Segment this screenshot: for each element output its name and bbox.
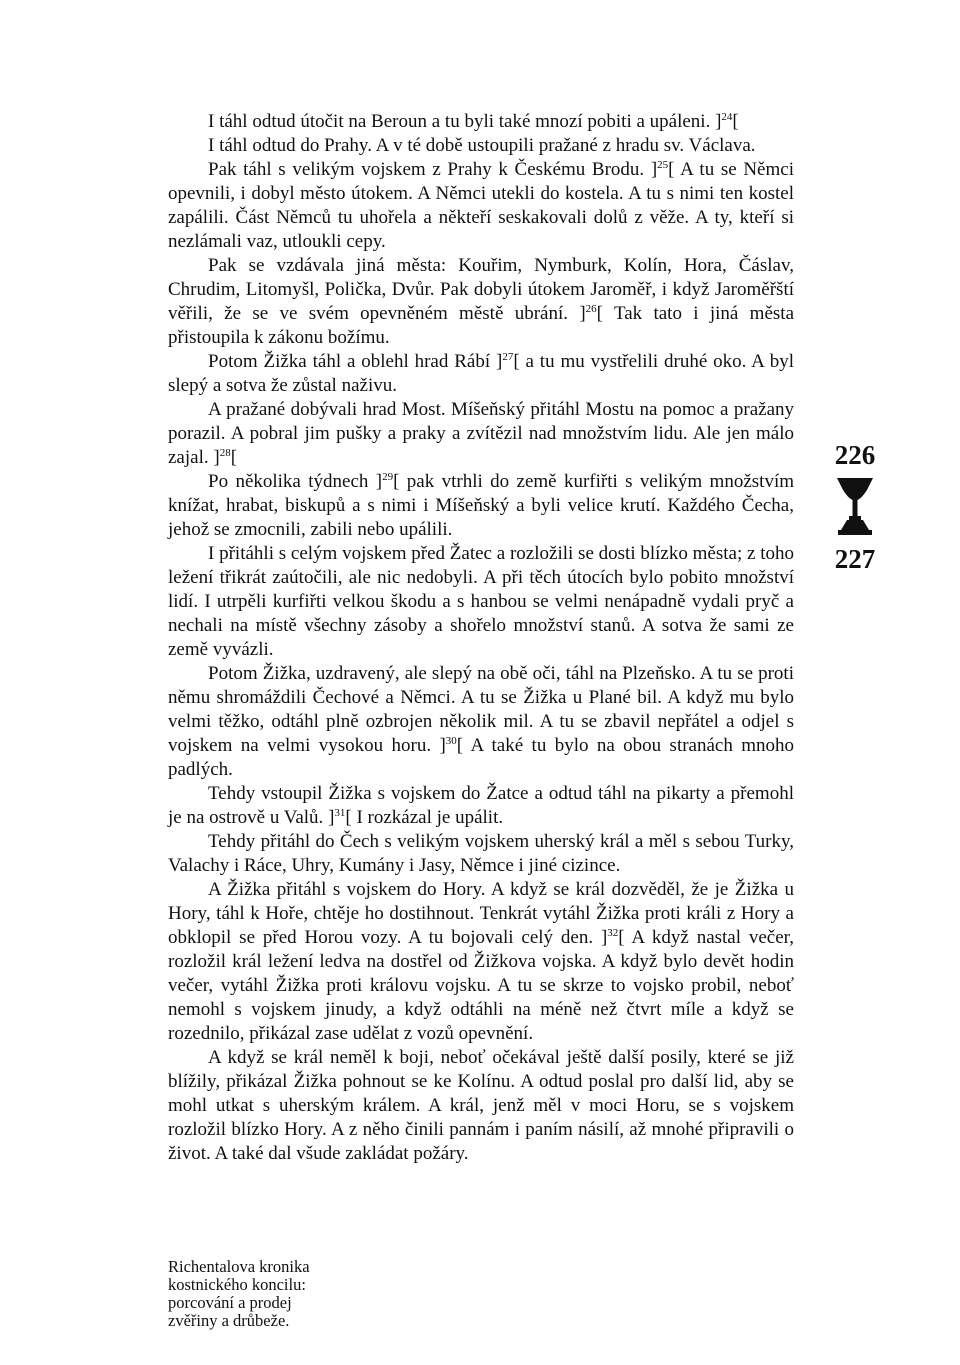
section-marker: ]$^{24}$[ xyxy=(715,111,739,132)
paragraph-text: Po několika týdnech xyxy=(208,471,376,492)
section-number: 24 xyxy=(721,111,733,123)
paragraph-text: Potom Žižka táhl a oblehl hrad Rábí xyxy=(208,351,496,372)
paragraph-text: Tehdy přitáhl do Čech s velikým vojskem uherský král a měl s sebou Turky, Valachy i Ráce, Uhry, Kumány i Jasy, Němce i jiné cizince. xyxy=(168,831,794,876)
section-marker: ]$^{28}$[ xyxy=(213,447,238,468)
section-marker: ]$^{30}$[ xyxy=(439,735,464,756)
paragraph-text: A pražané dobývali hrad Most. Míšeňský přitáhl Mostu na pomoc a pražany porazil. A pobral jim pušky a praky a zvítězil nad množstvím lidu. Ale jen málo zajal. xyxy=(168,399,794,468)
section-marker: ]$^{32}$[ xyxy=(600,927,625,948)
paragraph-text: Pak táhl s velikým vojskem z Prahy k Českému Brodu. xyxy=(208,159,651,180)
paragraph-text: Tak tato i jiná města přistoupila k zákonu božímu. xyxy=(168,303,795,348)
paragraph-text: I přitáhli s celým vojskem před Žatec a rozložili se dosti blízko města; z toho ležení třikrát zaútočili, ale nic nedobyli. A při těch útocích bylo pobito množství lidí. I utrpěli kurfiřti velkou škodu a s hanbou se velmi nenápadně vydali pryč a nechali na místě všechny zásoby a shořelo množství stanů. A sotva že sami ze země vyvázli. xyxy=(168,543,794,660)
paragraph xyxy=(168,830,794,878)
section-marker: ]$^{25}$[ xyxy=(650,159,675,180)
paragraph xyxy=(168,782,794,830)
paragraph xyxy=(168,254,794,350)
section-number: 28 xyxy=(219,447,231,459)
paragraph xyxy=(168,878,794,1046)
section-number: 29 xyxy=(382,471,394,483)
caption-line: zvěřiny a drůbeže. xyxy=(168,1311,290,1330)
paragraph-text: I táhl odtud útočit na Beroun a tu byli také mnozí pobiti a upáleni. xyxy=(208,111,716,132)
section-marker: ]$^{29}$[ xyxy=(375,471,400,492)
caption-line: Richentalova kronika xyxy=(168,1257,310,1276)
paragraph-text: I rozkázal je upálit. xyxy=(351,807,504,828)
paragraph-text: Tehdy vstoupil Žižka s vojskem do Žatce a odtud táhl na pikarty a přemohl je na ostrově u Valů. xyxy=(168,783,794,828)
section-number: 31 xyxy=(334,807,346,819)
paragraph-text: Pak se vzdávala jiná města: Kouřim, Nymburk, Kolín, Hora, Čáslav, Chrudim, Litomyšl, Polička, Dvůr. Pak dobyli útokem Jaroměř, i když Jaroměřští věřili, že se ve svém opevněném městě ubrání. xyxy=(168,255,794,324)
section-marker: ]$^{26}$[ xyxy=(579,303,603,324)
paragraph-text: A když nastal večer, rozložil král ležení ledva na dostřel od Žižkova vojska. A když bylo devět hodin večer, vytáhl Žižka proti královu vojsku. A tu se skrze to vojsko probil, neboť nemohl s vojskem jinudy, a když odtáhli na méně než čtvrt míle a když se rozednilo, přikázal zase udělat z vozů opevnění. xyxy=(168,927,794,1044)
paragraph xyxy=(168,110,794,134)
margin-page-numbers xyxy=(820,440,890,574)
chronicle-text xyxy=(168,110,794,1166)
section-number: 26 xyxy=(585,303,597,315)
paragraph-text: a tu mu vystřelili druhé oko. A byl slepý a sotva že zůstal naživu. xyxy=(168,351,795,396)
chalice-icon xyxy=(835,476,875,538)
page-number-bottom: 227 xyxy=(834,544,876,574)
paragraph-text: A tu se Němci opevnili, i dobyl město útokem. A Němci utekli do kostela. A tu s nimi ten kostel zapálili. Část Němců tu uhořela a někteří seskakovali dolů z věže. A ty, kteří si nezlámali vaz, utloukli cepy. xyxy=(168,159,794,252)
section-number: 30 xyxy=(445,735,457,747)
paragraph-text: A Žižka přitáhl s vojskem do Hory. A když se král dozvěděl, že je Žižka u Hory, táhl k Hoře, chtěje ho dostihnout. Tenkrát vytáhl Žižka proti králi z Hory a obklopil se před Horou vozy. A tu bojovali celý den. xyxy=(168,879,794,948)
paragraph xyxy=(168,350,794,398)
paragraph xyxy=(168,1046,794,1166)
section-number: 25 xyxy=(657,159,669,171)
paragraph-text: I táhl odtud do Prahy. A v té době ustoupili pražané z hradu sv. Václava. xyxy=(208,135,756,156)
paragraph xyxy=(168,398,794,470)
paragraph-text: A také tu bylo na obou stranách mnoho padlých. xyxy=(168,735,795,780)
caption-line: kostnického koncilu: xyxy=(168,1275,306,1294)
figure-caption xyxy=(168,1258,368,1330)
paragraph-text: Potom Žižka, uzdravený, ale slepý na obě oči, táhl na Plzeňsko. A tu se proti němu shromáždili Čechové a Němci. A tu se Žižka u Plané bil. A když mu bylo velmi těžko, odtáhl plně ozbrojen několik mil. A tu se zbavil nepřátel a odjel s vojskem na velmi vysokou horu. xyxy=(168,663,794,756)
paragraph-text: pak vtrhli do země kurfiřti s velikým množstvím knížat, hrabat, biskupů a s nimi i Míšeňský a byli velice krutí. Každého Čecha, jehož se zmocnili, zabili nebo upálili. xyxy=(168,471,794,540)
caption-line: porcování a prodej xyxy=(168,1293,292,1312)
paragraph xyxy=(168,542,794,662)
paragraph xyxy=(168,662,794,782)
paragraph xyxy=(168,470,794,542)
paragraph xyxy=(168,134,794,158)
section-marker: ]$^{31}$[ xyxy=(328,807,352,828)
page-number-top: 226 xyxy=(834,440,876,470)
section-number: 32 xyxy=(607,927,619,939)
paragraph-text: A když se král neměl k boji, neboť očekával ještě další posily, které se již blížily, přikázal Žižka pohnout se ke Kolínu. A odtud poslal pro další lid, aby se mohl utkat s uherským králem. A král, jenž měl v moci Horu, se s vojskem rozložil blízko Hory. A z něho činili pannám i paním násilí, až mnohé připravili o život. A také dal všude zakládat požáry. xyxy=(168,1047,794,1164)
paragraph xyxy=(168,158,794,254)
section-number: 27 xyxy=(502,351,514,363)
section-marker: ]$^{27}$[ xyxy=(495,351,520,372)
